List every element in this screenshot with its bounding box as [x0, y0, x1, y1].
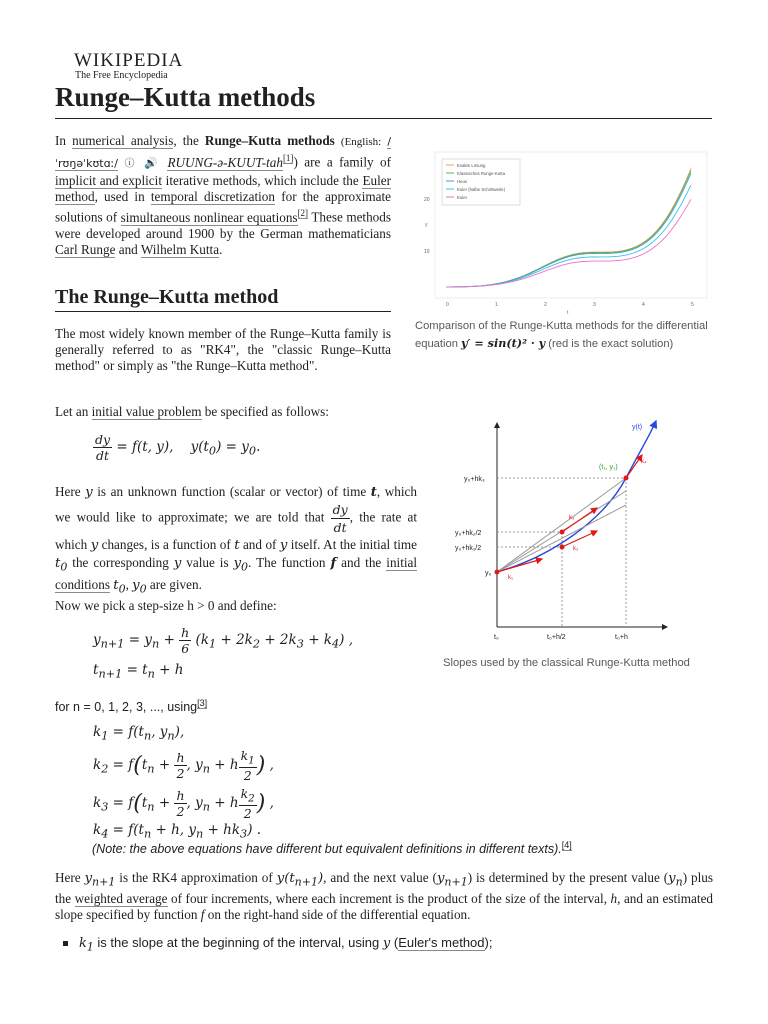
paragraph-unknown-function: Here y is an unknown function (scalar or vector) of time t, which we would like to approximate; we are told that $\frac{dy}{dt}$ , the rate at which y changes, is a function of t and of y itself. At the initial time $t_0$ the corresponding y value is $y_0$. The function f and the initial conditions $t_0$, $y_0$ are given.: [55, 484, 418, 596]
legend-entry: Euler (halbe Schrittweite): [457, 186, 506, 192]
label-y0hk1: y₀+hk₁/2: [455, 545, 482, 552]
y-tick-10: 10: [424, 249, 430, 255]
link-carl-runge[interactable]: Carl Runge: [55, 242, 116, 257]
ref-4[interactable]: [4]: [561, 840, 572, 850]
link-initial-conditions[interactable]: initial conditions: [55, 555, 418, 592]
bullet-marker: [63, 941, 68, 946]
x-tick-label: 3: [593, 302, 596, 308]
section-rule: [55, 311, 391, 312]
slopes-diagram: [452, 413, 678, 645]
label-y0hk2: y₀+hk₂/2: [455, 530, 482, 537]
intro-paragraph: In numerical analysis, the Runge–Kutta methods (English: /ˈrʊŋəˈkʊtɑː/ ⓘ 🔊 RUUNG-ə-KUUT-tah[1]) are a family of implicit and explicit iterative methods, which include the Euler method, used in temporal discretization for the approximate solutions of simultaneous nonlinear equations[2] These methods were developed around 1900 by the German mathematicians Carl Runge and Wilhelm Kutta.: [55, 133, 392, 257]
equivalence-note: (Note: the above equations have different but equivalent definitions in different texts).[4]: [92, 840, 572, 857]
x-tick-label: 2: [544, 302, 547, 308]
link-initial-value-problem[interactable]: initial value problem: [91, 404, 202, 419]
link-wilhelm-kutta[interactable]: Wilhelm Kutta: [140, 242, 220, 257]
ref-3[interactable]: [3]: [197, 698, 208, 708]
label-k2: k₂: [573, 546, 579, 552]
link-simultaneous-nonlinear[interactable]: simultaneous nonlinear equations: [120, 209, 298, 225]
link-respelling[interactable]: RUUNG-ə-KUUT-tah: [167, 154, 283, 170]
label-t0: t₀: [494, 634, 499, 641]
info-icon[interactable]: ⓘ: [124, 158, 138, 170]
comparison-plot: [415, 146, 711, 316]
link-eulers-method[interactable]: Euler's method: [398, 935, 485, 950]
point-y1: [624, 476, 629, 481]
x-tick-label: 4: [642, 302, 645, 308]
section-heading: The Runge–Kutta method: [55, 286, 279, 308]
label-t0h: t₀+h: [615, 634, 628, 641]
label-t0h2: t₀+h/2: [547, 634, 566, 641]
label-k1: k₁: [508, 575, 514, 581]
x-axis-label: t: [567, 310, 569, 316]
wikipedia-wordmark[interactable]: WIKIPEDIA: [74, 50, 184, 71]
title-rule: [55, 118, 712, 119]
point-k3: [560, 530, 565, 535]
link-implicit-explicit[interactable]: implicit and explicit: [55, 172, 162, 188]
k2-equation: $k_2 = f(t_n$ + $\frac{h}{2}$ , $y_n + h$ $\frac{k_1}{2}$ ) ,: [93, 748, 274, 783]
label-t1y1: (t₁, y₁): [599, 464, 618, 471]
k1-equation: $k_1 = f(t_n$, $y_n$),: [93, 724, 185, 743]
ref-2[interactable]: [2]: [297, 208, 309, 219]
bold-term: Runge–Kutta methods: [204, 133, 335, 148]
paragraph-ivp: Let an initial value problem be specified as follows:: [55, 404, 329, 419]
paragraph-rk4-approximation: Here $y_{n+1}$ is the RK4 approximation of $y(t_{n+1})$, and the next value $(y_{n+1})$ is determined by the present value $(y_n)$ plus the weighted average of four increments, where each increment is the product of the size of the interval, h, and an estimated slope specified by function f on the right-hand side of the differential equation.: [55, 870, 714, 923]
k3-equation: $k_3 = f(t_n$ + $\frac{h}{2}$ , $y_n + h$ $\frac{k_2}{2}$ ) ,: [93, 786, 274, 821]
label-y0: y₀: [485, 570, 492, 577]
legend-entry: Euler: [457, 194, 468, 200]
x-tick-label: 5: [691, 302, 694, 308]
paragraph-for-n: for n = 0, 1, 2, 3, ..., using[3]: [55, 698, 208, 715]
link-weighted-average[interactable]: weighted average: [74, 890, 168, 906]
arrow-k4: [626, 455, 642, 478]
legend-entry: Heun: [457, 178, 468, 184]
ivp-equation: $\frac{dy}{dt}$ = f(t, y), $y(t_0) = y_0$.: [95, 432, 261, 463]
paragraph-step-size: Now we pick a step-size h > 0 and define:: [55, 598, 277, 613]
x-tick-label: 1: [495, 302, 498, 308]
y-axis-label: y: [425, 222, 428, 228]
wikipedia-tagline: The Free Encyclopedia: [75, 70, 168, 81]
arrow-k1: [497, 559, 542, 572]
speaker-icon[interactable]: 🔊: [144, 157, 161, 170]
link-temporal-discretization[interactable]: temporal discretization: [150, 189, 275, 204]
rk4-update-equation: $y_{n+1} = y_n$ + $\frac{h}{6}$ $(k_1 + 2k_2 + 2k_3 + k_4)$ ,: [93, 625, 354, 656]
legend-entry: Exakte Lösung: [457, 162, 486, 168]
time-update-equation: $t_{n+1} = t_n + h$: [93, 662, 184, 681]
x-tick-label: 0: [446, 302, 449, 308]
point-k2: [560, 545, 565, 550]
label-yt: y(t): [632, 424, 643, 431]
page-title: Runge–Kutta methods: [55, 82, 316, 112]
paragraph-rk4: The most widely known member of the Runge–Kutta family is generally referred to as "RK4", the "classic Runge–Kutta method" or simply as "the Runge–Kutta method".: [55, 326, 391, 374]
label-y0hk3: y₀+hk₃: [464, 476, 485, 483]
bullet-k1: $k_1$ is the slope at the beginning of the interval, using y (Euler's method);: [79, 935, 493, 954]
y-tick-20: 20: [424, 197, 430, 203]
ref-1[interactable]: [1]: [282, 153, 294, 164]
figure2-caption: Slopes used by the classical Runge-Kutta method: [443, 657, 690, 669]
link-ipa[interactable]: /ˈrʊŋəˈkʊtɑː/: [55, 135, 392, 170]
link-numerical-analysis[interactable]: numerical analysis: [72, 133, 174, 148]
label-k3: k₃: [569, 515, 575, 521]
label-k4: k₄: [641, 459, 647, 465]
figure1-caption: Comparison of the Runge-Kutta methods for the differential equation y′ = sin(t)² · y (red is the exact solution): [415, 320, 708, 350]
link-euler-method[interactable]: Euler method: [55, 172, 391, 204]
k4-equation: $k_4 = f(t_n + h$, $y_n + hk_3$) .: [93, 822, 262, 841]
legend-entry: Klassisches Runge-Kutta: [457, 170, 506, 176]
point-y0: [495, 570, 500, 575]
